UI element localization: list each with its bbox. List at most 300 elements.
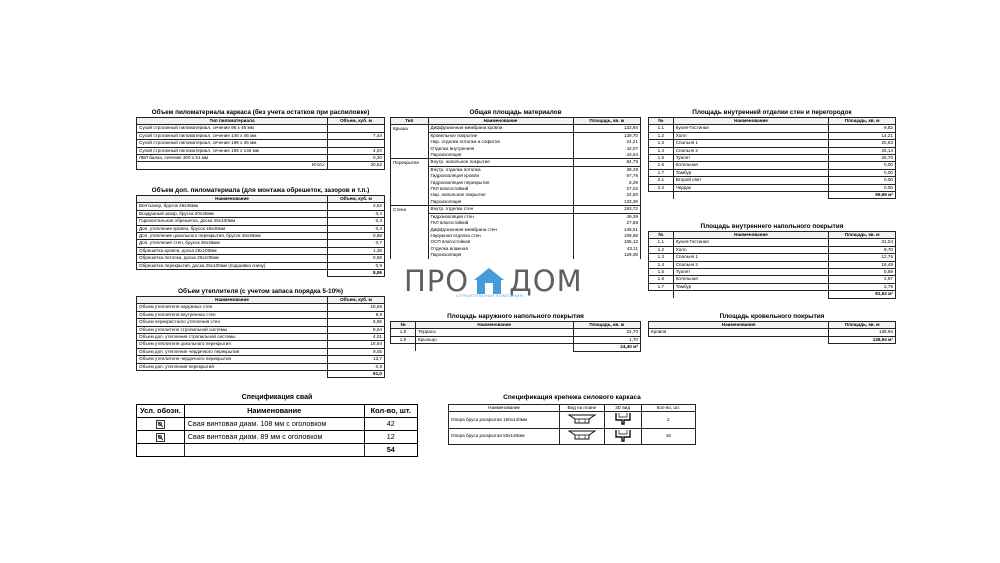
table-cell: Кухня-Гостиная [673,125,829,132]
table-row [137,363,385,370]
table-cell: 1.1 [649,125,674,132]
table-row [649,276,896,283]
table-cell-value: 132,94 [573,125,641,132]
materials-block [390,108,641,259]
roof-total-value: 138,94 м² [829,336,896,343]
materials-group-type: Стена [391,206,429,213]
table-cell: Тамбур [673,169,829,176]
table-cell-value: 6,29 [573,180,641,186]
table-cell-value: 155,13 [573,239,641,245]
table-cell-value: 25,14 [829,147,896,154]
lumber-rows [137,125,385,162]
logo-subtitle: СТРОИТЕЛЬНАЯ КОМПАНИЯ [456,293,524,298]
table-row [649,184,896,191]
table-cell-value: 4,01 [327,334,384,341]
table-cell: Внутр. напольное покрытие [428,159,573,166]
table-cell-value: 12,76 [829,254,896,261]
piles-block [136,392,418,457]
table-cell-value: 84,75 [573,159,641,166]
table-cell: Обрешетка потолка, доска 25х100мм [137,255,328,262]
extra-lumber-header-volume: Объем, куб. м [327,196,384,203]
table-cell-value: 109,69 [573,233,641,239]
table-row [649,246,896,253]
table-cell: ЛВЛ балка, сечение 300 x 51 мм [137,155,328,162]
piles-total-spacer [137,444,185,457]
table-cell: 1.1 [649,239,674,246]
table-cell-value: 24,50 [573,192,641,198]
extra-lumber-title: Объем доп. пиломатериала (для монтажа обрешеток, зазоров и т.п.) [151,187,370,194]
table-cell: Чердак [673,184,829,191]
fastener-3d-icon [614,438,632,443]
table-row [137,233,385,240]
table-cell: ГКЛ влагостойкий [428,220,573,226]
table-cell-value: 97,76 [573,173,641,179]
inner-walls-total-spacer [649,192,674,199]
table-row [649,283,896,290]
inner-walls-header-name: Наименование [673,118,829,125]
fastener-plan-cell [560,428,604,444]
table-cell: Отделка внутренняя [428,146,573,152]
piles-total-spacer-2 [184,444,364,457]
inner-walls-title: Площадь внутренней отделки стен и перегородок [692,109,852,116]
table-row [391,206,641,213]
insulation-total-spacer [137,371,328,378]
inner-floor-title: Площадь внутреннего напольного покрытия [700,223,844,230]
materials-header-area: Площадь, кв. м [573,118,641,125]
table-cell-value: 49,39 [573,213,641,220]
roof-rows [649,329,896,336]
fastener-3d-cell [604,428,641,444]
table-cell-value: 133,39 [573,199,641,206]
table-row [137,240,385,247]
table-row [449,412,696,428]
fastener-plan-icon [567,437,597,442]
table-row [137,247,385,254]
roof-total-spacer [649,336,829,343]
table-row [137,132,385,139]
table-cell: 1.7 [649,283,674,290]
table-cell: Холл [673,246,829,253]
roof-block [648,312,896,344]
materials-group-spacer [391,166,429,173]
table-row [391,132,641,139]
table-cell: Нар. отделка потолка и софитов [428,139,573,145]
table-row [649,169,896,176]
materials-group-type: Крыша [391,125,429,132]
table-cell-value: 139,70 [573,132,641,139]
piles-table [136,404,418,457]
table-row [391,152,641,159]
fasteners-table [448,404,696,445]
table-row [391,252,641,258]
table-row [649,125,896,132]
fastener-3d-cell [604,412,641,428]
inner-floor-block [648,222,896,299]
lumber-block [136,108,385,170]
table-cell-value: 43,54 [573,152,641,159]
table-cell-value: 1,38 [327,247,384,254]
table-row [137,262,385,269]
table-cell: Котельная [673,162,829,169]
table-cell: Сухой строганный пиломатериал, сечение 146 x 46 мм [137,132,328,139]
inner-floor-total-value: 81,62 м² [829,291,896,298]
lumber-total-value: 20,52 [327,162,384,169]
table-cell-value: 0,4 [327,210,384,217]
table-cell-value: 2,52 [327,203,384,210]
table-cell-value: 5,88 [829,269,896,276]
materials-header-name: Наименование [428,118,573,125]
inner-floor-header-name: Наименование [673,232,829,239]
table-cell-value: 39,49 [573,166,641,173]
extra-lumber-block [136,186,385,277]
table-cell-value: 16,48 [829,261,896,268]
table-cell: Сухой строганный пиломатериал, сечение 196 x 46 мм [137,140,328,147]
table-row [137,431,418,444]
table-cell: Котельная [673,276,829,283]
table-cell-value: 2,97 [829,276,896,283]
table-cell: Гидроизоляция кровли [428,173,573,179]
table-cell: Терраса [416,329,574,336]
piles-total-value: 54 [364,444,417,457]
table-cell: 1.4 [649,261,674,268]
piles-rows [137,418,418,444]
extra-lumber-rows [137,203,385,270]
table-row [137,140,385,147]
table-cell-value: 0,00 [829,184,896,191]
table-cell: Холл [673,132,829,139]
table-cell: Объем доп. утепления перекрытий [137,363,328,370]
fasteners-header-qty: Кол-во, шт. [641,405,695,412]
table-cell: Кухня-Гостиная [673,239,829,246]
materials-group-spacer [391,252,429,258]
table-cell-value: 0,9 [327,363,384,370]
table-cell-value: 129,08 [573,252,641,258]
inner-walls-header-num: № [649,118,674,125]
fasteners-header-plan: Вид на плане [560,405,604,412]
outer-floor-header-num: № [391,322,416,329]
table-cell: 1.3 [649,254,674,261]
outer-floor-total-value: 24,40 м² [573,344,641,351]
table-row [137,319,385,326]
insulation-header-volume: Объем, куб. м [327,297,384,304]
table-row [137,304,385,311]
table-cell-value: 31,04 [829,239,896,246]
table-cell-value: 6,96 [327,319,384,326]
table-cell: Объем доп. утепления стропильной системы [137,334,328,341]
fastener-qty: 2 [641,412,695,428]
piles-header-symbol: Усл. обозн. [137,405,185,418]
table-cell-value: 13,7 [327,356,384,363]
table-row [137,311,385,318]
table-cell: Доп. утепление кровли, брусок 46х46мм [137,225,328,232]
table-cell: Спальня 1 [673,140,829,147]
materials-table [390,117,641,259]
table-cell: Сухой строганный пиломатериал, сечение 196 x 146 мм [137,147,328,154]
table-cell: Объем доп. утепления чердачного перекрытия [137,348,328,355]
table-cell: Диффузионная мембрана кровли [428,125,573,132]
table-row [649,140,896,147]
table-row [649,177,896,184]
table-cell: Нар. напольное покрытие [428,192,573,198]
pile-icon [156,433,165,442]
fastener-plan-icon [567,421,597,426]
table-row [649,155,896,162]
table-row [137,326,385,333]
table-cell-value: 9,70 [829,246,896,253]
piles-header-name: Наименование [184,405,364,418]
extra-lumber-total-value: 8,06 [327,270,384,277]
table-cell: Второй свет [673,177,829,184]
table-cell: 2.1 [649,177,674,184]
table-cell: Тамбур [673,283,829,290]
table-cell-value: 8,64 [327,326,384,333]
inner-floor-header-num: № [649,232,674,239]
table-cell: Пароизоляция [428,252,573,258]
lumber-header-type: Тип пиломатериала [137,118,328,125]
materials-group-type: Перекрытие [391,159,429,166]
table-cell: Объем перекрестного утепления стен [137,319,328,326]
table-cell: 1.2 [649,132,674,139]
fasteners-title: Спецификация крепежа силового каркаса [503,394,641,401]
table-cell: 1.6 [649,276,674,283]
table-cell-value: 8,9 [327,311,384,318]
table-cell: Вентзазор, брусок 46х46мм [137,203,328,210]
table-cell: 1.9 [391,336,416,343]
outer-floor-total-spacer-2 [416,344,574,351]
table-cell: Кровельное покрытие [428,132,573,139]
table-cell: 1.3 [649,140,674,147]
table-cell-value: 4,04 [327,147,384,154]
materials-group-spacer [391,132,429,139]
table-cell: Спальня 2 [673,147,829,154]
table-row [137,341,385,348]
table-cell-value: 26,70 [829,155,896,162]
piles-header-qty: Кол-во, шт. [364,405,417,418]
fastener-qty: 18 [641,428,695,444]
table-row [137,418,418,431]
insulation-block [136,287,385,378]
table-cell: Туалет [673,155,829,162]
outer-floor-total-spacer [391,344,416,351]
outer-floor-table [390,321,641,352]
table-row [391,336,641,343]
materials-header-type: Тип [391,118,429,125]
lumber-table [136,117,385,170]
materials-rows [391,125,641,259]
pile-qty: 12 [364,431,417,444]
table-cell: Пароизоляция [428,199,573,206]
table-cell-value: 24,21 [573,139,641,145]
table-cell-value: 193,72 [573,206,641,213]
table-cell: Обрешетка кровли, доска 25х100мм [137,247,328,254]
table-cell: Гидроизоляция перекрытия [428,180,573,186]
extra-lumber-table [136,195,385,277]
lumber-total-label: Итого: [137,162,328,169]
table-cell: Объем утеплителя стропильной системы [137,326,328,333]
table-cell: Спальня 2 [673,261,829,268]
roof-header-name: Наименование [649,322,829,329]
table-row [391,329,641,336]
table-row [137,147,385,154]
insulation-rows [137,304,385,371]
table-cell-value: 148,51 [573,227,641,233]
table-cell-value: 15,68 [327,304,384,311]
table-cell-value: 0,00 [829,177,896,184]
table-cell-value: 16,94 [327,341,384,348]
table-cell: 1.4 [649,147,674,154]
table-cell-value: 14,21 [829,132,896,139]
pile-name: Свая винтовая диам. 89 мм с оголовком [184,431,364,444]
table-cell-value: 27,02 [573,186,641,192]
table-cell: Объем утеплителя наружных стен [137,304,328,311]
lumber-header-volume: Объем, куб. м [327,118,384,125]
fasteners-header-name: Наименование [449,405,560,412]
piles-title: Спецификация свай [241,394,313,401]
table-cell: ГКЛ влагостойкий [428,186,573,192]
table-cell: Кровля [649,329,829,336]
table-cell-value: 0,4 [327,225,384,232]
table-cell: Внутр. отделка потолка [428,166,573,173]
lumber-title: Объем пиломатериала каркаса (без учета остатков при распиловке) [151,109,370,116]
inner-floor-table [648,231,896,299]
inner-walls-total-value: 96,69 м² [829,192,896,199]
table-cell-value: 0,9 [327,262,384,269]
table-cell: 1.5 [649,155,674,162]
extra-lumber-total-spacer [137,270,328,277]
logo [404,265,590,297]
table-cell-value: 138,94 [829,329,896,336]
table-cell-value: 9,82 [829,125,896,132]
table-row [391,199,641,206]
inner-floor-header-area: Площадь, кв. м [829,232,896,239]
table-cell: Пароизоляция [428,152,573,159]
insulation-total-value: 81,0 [327,371,384,378]
table-cell: 2.2 [649,184,674,191]
table-row [649,261,896,268]
table-cell-value: 22,70 [573,329,641,336]
insulation-title: Объем утеплителя (с учетом запаса порядка 5-10%) [178,288,343,295]
table-cell-value: 9,05 [327,348,384,355]
table-row [137,255,385,262]
table-cell-value: 0,00 [829,162,896,169]
table-row [391,125,641,132]
table-cell-value: 0,7 [327,240,384,247]
table-cell: 1.5 [649,269,674,276]
house-logo-icon [472,266,506,296]
table-row [391,213,641,220]
table-row [649,132,896,139]
pile-symbol-cell [137,418,185,431]
table-cell: 1.7 [649,169,674,176]
pile-icon [156,420,165,429]
table-cell: Сухой строганный пиломатериал, сечение 96 x 46 мм [137,125,328,132]
table-cell: Крыльцо [416,336,574,343]
fastener-plan-cell [560,412,604,428]
table-cell: Внутр. отделка стен [428,206,573,213]
logo-text-right: ДОМ [509,264,583,298]
table-cell-value [327,125,384,132]
table-row [391,166,641,173]
table-cell: Объем утеплителя внутренних стен [137,311,328,318]
outer-floor-rows [391,329,641,344]
fastener-name: Опора бруса раскрытая 50x140мм [449,428,560,444]
table-row [649,162,896,169]
table-cell: 1.2 [649,246,674,253]
materials-title: Общая площадь материалов [469,109,562,116]
roof-header-area: Площадь, кв. м [829,322,896,329]
table-cell-value: 0,3 [327,218,384,225]
fasteners-rows [449,412,696,445]
inner-floor-total-spacer-2 [673,291,829,298]
table-cell-value: 42,07 [573,146,641,152]
table-cell: 1.8 [391,329,416,336]
table-cell-value: 2,79 [829,283,896,290]
inner-walls-table [648,117,896,199]
table-cell: 1.6 [649,162,674,169]
table-cell: Воздушный зазор, брусок 20х40мм [137,210,328,217]
table-row [137,356,385,363]
table-row [649,254,896,261]
outer-floor-block [390,312,641,352]
fasteners-block [448,392,696,445]
outer-floor-header-name: Наименование [416,322,574,329]
table-cell-value: 7,44 [327,132,384,139]
inner-walls-header-area: Площадь, кв. м [829,118,896,125]
table-row [649,329,896,336]
outer-floor-header-area: Площадь, кв. м [573,322,641,329]
table-row [137,210,385,217]
inner-walls-block [648,108,896,199]
fastener-3d-icon [614,421,632,426]
table-cell-value [327,140,384,147]
table-cell: Горизонтальная обрешетка, доска 25х100мм [137,218,328,225]
table-cell-value: 1,70 [573,336,641,343]
table-cell: Доп. утепление цокольного перекрытия, брусок 46х46мм [137,233,328,240]
table-cell-value: 0,20 [327,155,384,162]
table-cell-value: 27,88 [573,220,641,226]
pile-qty: 42 [364,418,417,431]
table-cell: Доп. утепление стен, брусок 46х46мм [137,240,328,247]
inner-walls-total-spacer-2 [673,192,829,199]
materials-group-spacer [391,213,429,220]
table-row [137,203,385,210]
table-cell: Объем утеплителя цокольного перекрытия [137,341,328,348]
table-cell-value: 0,00 [829,169,896,176]
table-row [649,147,896,154]
table-cell: Гидроизоляция стен [428,213,573,220]
materials-group-spacer [391,199,429,206]
insulation-table [136,296,385,378]
inner-walls-rows [649,125,896,192]
fasteners-header-3d: 3D вид [604,405,641,412]
table-row [137,334,385,341]
roof-table [648,321,896,344]
outer-floor-title: Площадь наружного напольного покрытия [447,313,584,320]
table-cell-value: 0,88 [327,233,384,240]
inner-floor-total-spacer [649,291,674,298]
table-row [649,269,896,276]
table-row [137,218,385,225]
table-row [137,155,385,162]
table-row [137,125,385,132]
fastener-name: Опора бруса раскрытая 150x140мм [449,412,560,428]
materials-group-spacer [391,152,429,159]
table-cell-value: 43,11 [573,246,641,252]
table-cell: Туалет [673,269,829,276]
roof-title: Площадь кровельного покрытия [719,313,825,320]
table-cell: Отделка влажная [428,246,573,252]
inner-floor-rows [649,239,896,291]
